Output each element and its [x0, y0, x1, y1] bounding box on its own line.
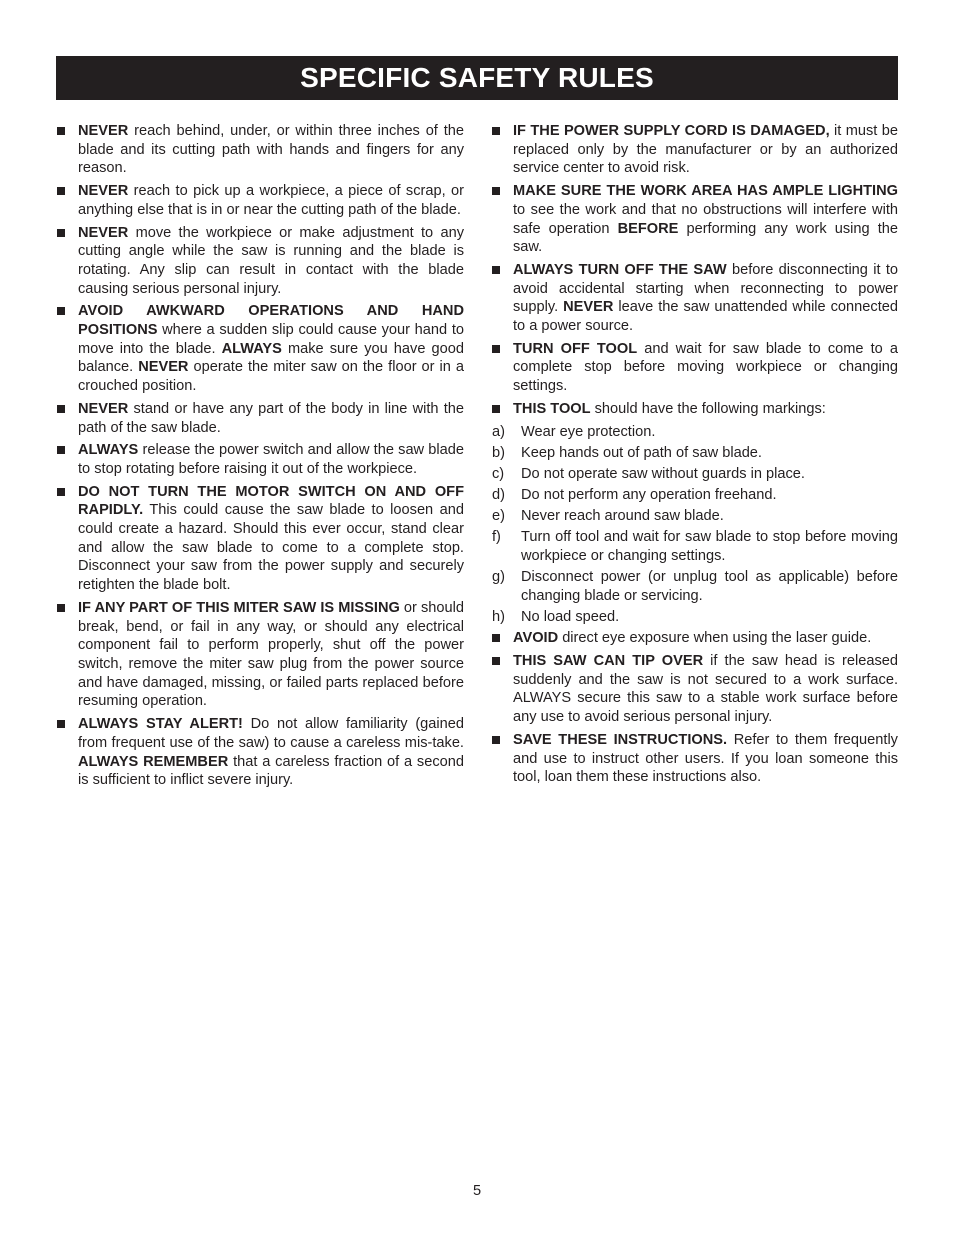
safety-rule-item	[57, 715, 464, 790]
rule-body: stand or have any part of the body in line with the path of the saw blade.	[78, 400, 464, 436]
rule-text	[513, 653, 898, 725]
safety-rule-item	[492, 122, 898, 178]
marking-item	[492, 444, 898, 463]
marking-letter: e)	[492, 507, 505, 524]
rule-body: operate the miter saw on the floor or in a crouched position.	[78, 359, 465, 395]
rule-emphasis: NEVER	[138, 359, 189, 376]
square-bullet-icon	[492, 345, 500, 353]
rule-emphasis: NEVER	[78, 224, 129, 241]
safety-rule-item	[492, 182, 898, 257]
marking-text: Disconnect power (or unplug tool as applicable) before changing blade or servicing.	[521, 568, 898, 604]
safety-rule-item	[492, 340, 898, 396]
rule-body: move the workpiece or make adjustment to any cutting angle while the saw is running and the blade is rotating. Any slip can result in contact with the blade causing serious personal injury.	[78, 224, 464, 297]
rule-text	[78, 225, 464, 297]
rule-emphasis: NEVER	[563, 299, 614, 316]
square-bullet-icon	[492, 634, 500, 642]
rule-emphasis: BEFORE	[617, 220, 679, 237]
marking-item	[492, 486, 898, 505]
marking-text: Do not perform any operation freehand.	[521, 486, 777, 503]
safety-rule-item	[57, 400, 464, 437]
rule-body: if the saw head is released suddenly and the saw is not secured to a work surface. ALWAYS secure this saw to a stable work surface before any use to avoid serious personal injury.	[513, 653, 898, 726]
safety-rule-item	[492, 731, 898, 787]
marking-text: Turn off tool and wait for saw blade to stop before moving workpiece or changing settings.	[521, 529, 898, 564]
safety-rule-item	[57, 122, 464, 178]
rule-body: direct eye exposure when using the laser guide.	[558, 630, 872, 647]
rule-text	[513, 262, 898, 334]
marking-letter: h)	[492, 608, 505, 625]
square-bullet-icon	[57, 488, 65, 496]
page-title: SPECIFIC SAFETY RULES	[300, 62, 654, 93]
rule-body: leave the saw unattended while connected to a power source.	[513, 299, 898, 335]
rule-emphasis: MAKE SURE THE WORK AREA HAS AMPLE LIGHTING	[513, 183, 898, 200]
rule-emphasis: NEVER	[78, 183, 129, 200]
square-bullet-icon	[57, 720, 65, 728]
rule-text	[78, 183, 464, 218]
rule-body: Do not allow familiarity (gained from frequent use of the saw) to cause a careless mis-take.	[78, 716, 465, 751]
marking-item	[492, 528, 898, 565]
square-bullet-icon	[57, 604, 65, 612]
rule-body: should have the following markings:	[590, 400, 826, 417]
page-title-banner	[56, 56, 898, 100]
rule-emphasis: SAVE THESE INSTRUCTIONS.	[513, 731, 728, 748]
rule-body: reach behind, under, or within three inches of the blade and its cutting path with hands and fingers for any reason.	[78, 123, 464, 177]
rule-text	[78, 484, 464, 594]
square-bullet-icon	[492, 266, 500, 274]
rule-text	[513, 630, 871, 646]
square-bullet-icon	[57, 187, 65, 195]
square-bullet-icon	[57, 307, 65, 315]
square-bullet-icon	[492, 187, 500, 195]
marking-letter: c)	[492, 465, 505, 482]
rule-text	[78, 600, 464, 710]
marking-item	[492, 465, 898, 484]
safety-rule-item	[57, 302, 464, 396]
safety-rule-item	[57, 599, 464, 711]
rule-text	[513, 183, 898, 255]
rule-emphasis: AVOID AWKWARD OPERATIONS AND HAND POSITIONS	[78, 303, 464, 339]
safety-rule-item	[57, 441, 464, 478]
marking-item	[492, 507, 898, 526]
marking-letter: a)	[492, 423, 505, 440]
rule-text	[78, 303, 464, 394]
markings-list	[492, 423, 898, 627]
left-rules-column	[57, 122, 464, 794]
right-rules-column	[492, 122, 898, 791]
rule-text	[78, 716, 464, 788]
rule-text	[513, 341, 898, 394]
rule-emphasis: TURN OFF TOOL	[513, 340, 638, 357]
rule-body: it must be replaced only by the manufacturer or by an authorized service center to avoid risk.	[513, 123, 898, 177]
rule-text	[513, 401, 826, 417]
rule-emphasis: NEVER	[78, 400, 129, 417]
rule-text	[78, 442, 464, 477]
rule-text	[78, 401, 464, 436]
marking-text: Wear eye protection.	[521, 423, 656, 440]
marking-letter: b)	[492, 444, 505, 461]
safety-rule-item	[492, 261, 898, 336]
rule-body: that a careless fraction of a second is sufficient to inflict severe injury.	[78, 753, 464, 789]
rule-emphasis: ALWAYS	[78, 442, 139, 459]
rule-emphasis: IF ANY PART OF THIS MITER SAW IS MISSING	[78, 599, 400, 616]
marking-item	[492, 568, 898, 605]
marking-letter: d)	[492, 486, 505, 503]
safety-rule-item	[57, 182, 464, 219]
rule-text	[513, 732, 898, 785]
safety-rule-item	[57, 483, 464, 595]
rule-body: This could cause the saw blade to loosen and could create a hazard. Should this ever occur, stand clear and allow the saw blade to come to a complete stop. Disconnect your saw from the power supply and securely retighten the blade bolt.	[78, 502, 464, 594]
marking-text: Never reach around saw blade.	[521, 507, 724, 524]
rule-emphasis: NEVER	[78, 123, 129, 139]
rule-body: performing any work using the saw.	[513, 220, 898, 256]
square-bullet-icon	[492, 127, 500, 135]
marking-text: Do not operate saw without guards in place.	[521, 465, 805, 482]
rule-emphasis: ALWAYS STAY ALERT!	[78, 716, 243, 733]
rule-emphasis: IF THE POWER SUPPLY CORD IS DAMAGED,	[513, 123, 830, 139]
rule-emphasis: THIS SAW CAN TIP OVER	[513, 653, 704, 670]
safety-rule-item	[492, 629, 898, 648]
rule-body: before disconnecting it to avoid accidental starting when reconnecting to power supply.	[513, 261, 898, 316]
square-bullet-icon	[57, 127, 65, 135]
square-bullet-icon	[492, 405, 500, 413]
marking-letter: g)	[492, 568, 505, 585]
rule-emphasis: DO NOT TURN THE MOTOR SWITCH ON AND OFF RAPIDLY.	[78, 483, 464, 519]
rule-emphasis: ALWAYS REMEMBER	[78, 753, 229, 770]
rule-body: or should break, bend, or fail in any way, or should any electrical component fail to perform properly, shut off the power switch, remove the miter saw plug from the power source and have damaged, missing, or failed parts replaced before resuming operation.	[78, 599, 464, 710]
marking-letter: f)	[492, 529, 501, 546]
safety-rule-item	[492, 652, 898, 727]
marking-item	[492, 608, 898, 627]
rule-body: to see the work and that no obstructions will interfere with safe operation	[513, 201, 898, 237]
square-bullet-icon	[57, 229, 65, 237]
square-bullet-icon	[57, 446, 65, 454]
rule-text	[78, 123, 464, 176]
rule-emphasis: THIS TOOL	[513, 400, 591, 417]
rule-body: make sure you have good balance.	[78, 340, 465, 376]
marking-text: Keep hands out of path of saw blade.	[521, 444, 762, 461]
safety-rule-item	[492, 400, 898, 419]
rule-body: and wait for saw blade to come to a complete stop before moving workpiece or changing settings.	[513, 340, 898, 395]
rule-body: Refer to them frequently and use to instruct other users. If you loan someone this tool, loan them these instructions also.	[513, 731, 898, 786]
square-bullet-icon	[57, 405, 65, 413]
marking-item	[492, 423, 898, 442]
rule-body: reach to pick up a workpiece, a piece of scrap, or anything else that is in or near the cutting path of the blade.	[78, 183, 464, 218]
rule-emphasis: ALWAYS TURN OFF THE SAW	[513, 261, 727, 278]
rule-emphasis: AVOID	[513, 630, 559, 647]
safety-rule-item	[57, 224, 464, 299]
rule-text	[513, 123, 898, 176]
page-number: 5	[472, 1183, 482, 1199]
marking-text: No load speed.	[521, 608, 620, 625]
rule-body: where a sudden slip could cause your hand to move into the blade.	[78, 322, 464, 357]
rule-emphasis: ALWAYS	[221, 340, 282, 357]
square-bullet-icon	[492, 736, 500, 744]
rule-body: release the power switch and allow the saw blade to stop rotating before raising it out of the workpiece.	[78, 442, 464, 477]
square-bullet-icon	[492, 657, 500, 665]
